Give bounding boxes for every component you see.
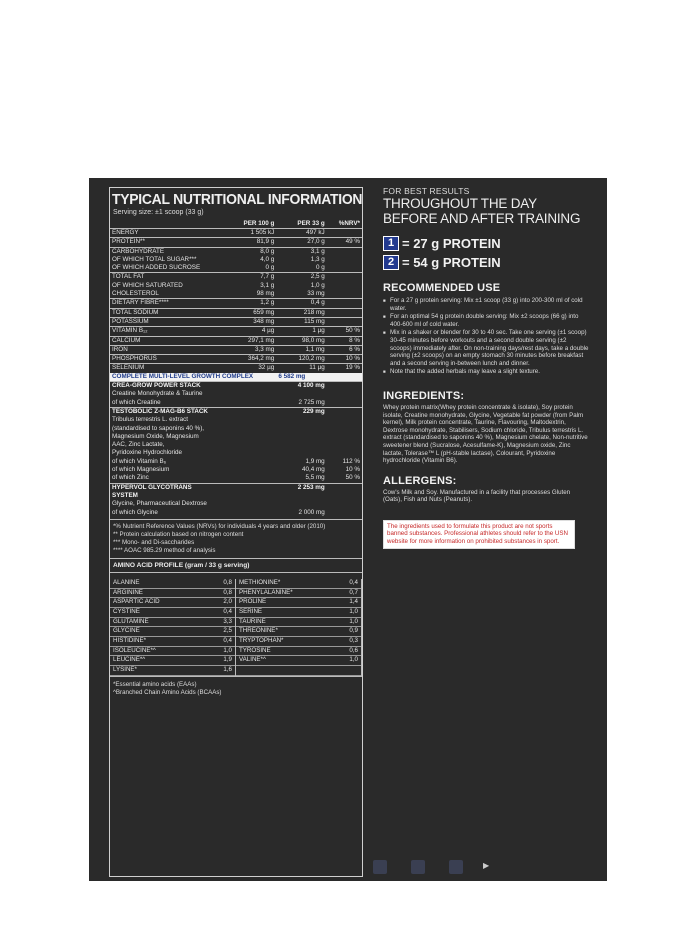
nutrient-label: IRON: [110, 345, 226, 354]
list-item: ■ Mix in a shaker or blender for 30 to 40 sec. Take one serving (±1 scoop) 30-45 minutes before workouts and a second double serving (±2 scoops) immediately after. On non-training days/rest days, take a double serving (±2 scoops) on an empty stomach 30 minutes before breakfast and a second serving in-between lunch and dinner.: [383, 329, 589, 367]
amino-acid-row: [236, 589, 361, 599]
amino-acid-value: 0,4: [349, 578, 358, 586]
footnote: **** AOAC 985.29 method of analysis: [113, 546, 216, 554]
scoop-number-badge: 1: [383, 236, 399, 251]
nrv-value: [327, 416, 362, 424]
nrv-value: [327, 509, 362, 517]
list-item: ■ Note that the added herbals may leave a slight texture.: [383, 368, 589, 376]
nrv-value: [327, 399, 362, 408]
table-row: [110, 433, 362, 441]
per-serving-value: 11 µg: [276, 364, 326, 373]
amino-acid-name: SERINE: [239, 607, 263, 615]
best-results-line-1: THROUGHOUT THE DAY: [383, 196, 537, 211]
protein-serving-1: [383, 236, 589, 251]
usage-column: [383, 186, 589, 549]
amino-acid-value: 0,3: [349, 637, 358, 645]
best-results-line-2: BEFORE AND AFTER TRAINING: [383, 211, 581, 226]
per-serving-value: 218 mg: [276, 308, 326, 317]
amino-acid-value: 2,5: [223, 627, 232, 635]
amino-acid-row: [236, 637, 361, 647]
nrv-value: [327, 407, 362, 416]
nutrient-label: OF WHICH ADDED SUCROSE: [112, 264, 201, 272]
table-row: [110, 264, 362, 273]
header-cell: %NRV*: [327, 219, 362, 229]
footnote: *% Nutrient Reference Values (NRVs) for individuals 4 years and older (2010): [113, 522, 326, 530]
amino-acid-name: LEUCINE*^: [113, 656, 146, 664]
per-serving-value: 120,2 mg: [276, 355, 326, 364]
amino-acid-row: [236, 608, 361, 618]
stack-value: 40,4 mg: [301, 466, 325, 474]
amino-acid-row: [110, 618, 235, 628]
amino-acid-row: [110, 656, 235, 666]
amino-acid-value: 1,9: [223, 656, 232, 664]
nrv-value: [327, 483, 362, 492]
amino-acid-row: [110, 627, 235, 637]
amino-acid-value: 0,8: [223, 578, 232, 586]
nutrient-label: CARBOHYDRATE: [110, 247, 226, 256]
table-row: [110, 238, 362, 247]
table-row: [110, 282, 362, 290]
stack-value: [276, 416, 326, 424]
amino-acid-title: AMINO ACID PROFILE (gram / 33 g serving): [110, 558, 362, 573]
amino-acid-row: [236, 656, 361, 666]
amino-acid-name: ALANINE: [113, 578, 140, 586]
amino-acid-name: PHENYLALANINE*: [239, 588, 293, 596]
amino-acid-name: TYROSINE: [239, 646, 271, 654]
list-item: ■ For an optimal 54 g protein double serving: Mix ±2 scoops (66 g) into 400-600 ml of cold water.: [383, 313, 589, 328]
table-row: [110, 355, 362, 364]
per-serving-value: 497 kJ: [276, 229, 326, 238]
table-row: [110, 425, 362, 433]
nrv-value: [327, 273, 362, 282]
amino-acid-row: [110, 589, 235, 599]
table-row: [110, 399, 362, 408]
nutrition-title: TYPICAL NUTRITIONAL INFORMATION: [112, 191, 363, 208]
thumbnail[interactable]: [411, 860, 425, 874]
amino-acid-value: 1,0: [349, 617, 358, 625]
amino-acid-name: TRYPTOPHAN*: [239, 637, 284, 645]
amino-acid-name: GLUTAMINE: [113, 617, 149, 625]
stack-value: [276, 441, 326, 449]
nrv-value: [327, 229, 362, 238]
amino-acid-name: PROLINE: [239, 598, 267, 606]
amino-acid-value: 0,4: [223, 607, 232, 615]
amino-acid-value: 0,6: [349, 646, 358, 654]
scoop-number-badge: 2: [383, 255, 399, 270]
stack-label: (standardised to saponins 40 %),: [112, 424, 205, 432]
amino-acid-value: 0,4: [223, 637, 232, 645]
nrv-value: [327, 299, 362, 308]
table-row: [110, 308, 362, 317]
stack-label: Creatine Monohydrate & Taurine: [112, 390, 203, 398]
table-row: [110, 299, 362, 308]
nutrient-label: SELENIUM: [110, 364, 226, 373]
allergens-title: ALLERGENS:: [383, 474, 457, 487]
stack-value: 2 253 mg: [276, 483, 326, 492]
per-100g-value: 1 505 kJ: [226, 229, 276, 238]
per-100g-value: 1,2 g: [226, 299, 276, 308]
per-serving-value: 1,3 g: [310, 255, 325, 263]
amino-acid-row: [236, 579, 361, 589]
nutrient-label: OF WHICH SATURATED: [112, 281, 183, 289]
per-100g-value: 3,1 g: [260, 281, 275, 289]
table-row: [110, 441, 362, 449]
nrv-value: 50 %: [327, 327, 362, 336]
recommended-use-list: [383, 297, 589, 376]
nutrient-label: PHOSPHORUS: [110, 355, 226, 364]
allergens-text: Cow's Milk and Soy. Manufactured in a facility that processes Gluten (Oats), Fish and Nuts (Peanuts).: [383, 488, 571, 504]
per-100g-value: 32 µg: [226, 364, 276, 373]
stack-label: of which Glycine: [112, 508, 158, 516]
ingredients-text: Whey protein matrix(Whey protein concentrate & isolate), Soy protein isolate, Creatine monohydrate, Glycine, Vegetable fat powder (from Palm kernel), Milk protein concentrate, Taurine, Flavouring, Maltodextrin, Dextrose monohydrate, Stabilisers, Sodium chloride, Tribulus terrestris L. extract (standardised to saponins 40 %), Magnesium chelate, Non-nutritive sweetener blend (Sucralose, Acesulfame-K), Magnesium oxide, Zinc lactate, Tolerase™ L (pH-stable lactase), Colourant, Pyridoxine hydrochloride (Vitamin B6).: [383, 403, 588, 465]
per-serving-value: 3,1 g: [276, 247, 326, 256]
per-100g-value: 3,3 mg: [226, 345, 276, 354]
amino-acid-row: [236, 618, 361, 628]
protein-amount: = 54 g PROTEIN: [402, 255, 501, 270]
stack-label: of which Creatine: [112, 398, 161, 406]
per-serving-value: 1,1 mg: [276, 345, 326, 354]
nrv-value: [327, 500, 362, 508]
amino-acid-value: 0,9: [349, 627, 358, 635]
per-serving-value: 0,4 g: [276, 299, 326, 308]
table-row: [110, 256, 362, 264]
stack-label: Glycine, Pharmaceutical Dextrose: [112, 500, 207, 508]
nrv-value: [327, 433, 362, 441]
amino-acid-name: LYSINE*: [113, 666, 137, 674]
per-100g-value: 7,7 g: [226, 273, 276, 282]
table-row: [110, 273, 362, 282]
protein-amount: = 27 g PROTEIN: [402, 236, 501, 251]
stack-label: Magnesium Oxide, Magnesium: [112, 432, 199, 440]
amino-acid-value: 1,4: [349, 598, 358, 606]
stack-value: [276, 500, 326, 508]
table-row: [110, 509, 362, 517]
amino-acid-value: 2,0: [223, 598, 232, 606]
amino-acid-row: [110, 666, 235, 676]
table-row: [110, 229, 362, 238]
nutrient-label: ENERGY: [110, 229, 226, 238]
stack-value: 5,5 mg: [305, 474, 325, 482]
amino-acid-name: METHIONINE*: [239, 578, 281, 586]
amino-acid-name: TAURINE: [239, 617, 266, 625]
per-serving-value: 0 g: [315, 264, 325, 272]
nrv-value: [327, 290, 362, 299]
stack-value: [276, 449, 326, 457]
thumbnail[interactable]: [449, 860, 463, 874]
per-100g-value: 364,2 mg: [226, 355, 276, 364]
nutrient-label: POTASSIUM: [110, 317, 226, 326]
stack-label: of which Magnesium: [112, 466, 170, 474]
banned-substances-warning: The ingredients used to formulate this product are not sports banned substances. Professional athletes should refer to the USN website for more information on prohibited substances in sport.: [383, 520, 575, 549]
footnote: *** Mono- and Di-saccharides: [113, 538, 195, 546]
amino-acid-column-right: [236, 579, 362, 676]
growth-complex-row: [110, 373, 362, 382]
stack-label: of which Vitamin B₆: [112, 457, 167, 465]
table-row: [110, 500, 362, 508]
table-row: [110, 483, 362, 492]
per-serving-value: 98,0 mg: [276, 336, 326, 345]
per-100g-value: 348 mg: [226, 317, 276, 326]
stack-value: [276, 492, 326, 500]
per-100g-value: 4,0 g: [260, 255, 275, 263]
nrv-value: [327, 282, 362, 290]
amino-acid-row: [236, 647, 361, 657]
table-row: [110, 364, 362, 373]
stack-value: [276, 390, 326, 398]
per-100g-value: 659 mg: [226, 308, 276, 317]
amino-acid-name: THREONINE*: [239, 627, 278, 635]
nrv-value: 112 %: [342, 457, 360, 465]
amino-acid-name: HISTIDINE*: [113, 637, 147, 645]
nutrient-label: OF WHICH TOTAL SUGAR***: [112, 255, 197, 263]
amino-acid-value: 0,7: [349, 588, 358, 596]
amino-acid-grid: [110, 579, 362, 676]
table-row: [110, 382, 362, 391]
amino-acid-name: ARGININE: [113, 588, 143, 596]
table-row: [110, 327, 362, 336]
per-100g-value: 98 mg: [256, 290, 275, 298]
per-serving-value: 2,5 g: [276, 273, 326, 282]
header-cell: PER 33 g: [276, 219, 326, 229]
table-row: [110, 407, 362, 416]
stack-value: [276, 425, 326, 433]
nutrition-footnotes: [110, 519, 362, 558]
stack-label: Tribulus terrestris L. extract: [112, 416, 189, 424]
growth-complex-value: 6 582 mg: [276, 373, 326, 382]
stack-label: AAC, Zinc Lactate,: [112, 441, 165, 449]
table-row: [110, 336, 362, 345]
amino-acid-column-left: [110, 579, 236, 676]
serving-size: Serving size: ±1 scoop (33 g): [113, 209, 204, 216]
growth-complex-label: COMPLETE MULTI-LEVEL GROWTH COMPLEX: [110, 373, 276, 382]
amino-acid-value: 1,6: [223, 666, 232, 674]
table-row: [110, 290, 362, 299]
nrv-value: [327, 317, 362, 326]
amino-acid-row: [110, 579, 235, 589]
per-100g-value: 4 µg: [226, 327, 276, 336]
nrv-value: 10 %: [327, 355, 362, 364]
amino-acid-row: [110, 637, 235, 647]
table-row: [110, 345, 362, 354]
table-row: [110, 458, 362, 466]
footnote: *Essential amino acids (EAAs): [113, 680, 197, 688]
amino-acid-row: [236, 598, 361, 608]
stack-label: HYPERVOL GLYCOTRANS: [110, 483, 276, 492]
stack-label: SYSTEM: [112, 491, 138, 499]
best-results-label: FOR BEST RESULTS: [383, 186, 470, 196]
table-row: [110, 247, 362, 256]
per-100g-value: 8,0 g: [226, 247, 276, 256]
list-item: ■ For a 27 g protein serving: Mix ±1 scoop (33 g) into 200-300 ml of cold water.: [383, 297, 589, 312]
amino-acid-value: 0,8: [223, 588, 232, 596]
amino-acid-footnotes: [110, 676, 362, 701]
amino-acid-row: [110, 647, 235, 657]
amino-acid-row: [236, 627, 361, 637]
footnote: ^Branched Chain Amino Acids (BCAAs): [113, 688, 222, 696]
table-row: [110, 317, 362, 326]
stack-value: 4 100 mg: [276, 382, 326, 391]
amino-acid-row: [110, 598, 235, 608]
amino-acid-value: 1,0: [349, 607, 358, 615]
nrv-value: [327, 308, 362, 317]
amino-acid-row: [110, 608, 235, 618]
nrv-value: [327, 256, 362, 264]
per-serving-value: 115 mg: [276, 317, 326, 326]
table-row: [110, 492, 362, 500]
amino-acid-value: 1,0: [223, 646, 232, 654]
stack-label: CREA-GROW POWER STACK: [110, 382, 276, 391]
header-cell: PER 100 g: [226, 219, 276, 229]
footnote: ** Protein calculation based on nitrogen content: [113, 530, 244, 538]
per-serving-value: 1,0 g: [310, 281, 325, 289]
nutrient-label: VITAMIN B₁₂: [110, 327, 226, 336]
per-100g-value: 81,9 g: [226, 238, 276, 247]
nutrient-label: PROTEIN**: [110, 238, 226, 247]
nrv-value: [327, 390, 362, 398]
nutrient-label: TOTAL SODIUM: [110, 308, 226, 317]
amino-acid-name: VALINE*^: [239, 656, 266, 664]
header-cell: [110, 219, 226, 229]
nrv-value: [327, 247, 362, 256]
table-row: [110, 390, 362, 398]
nrv-value: [327, 264, 362, 273]
amino-acid-value: 3,3: [223, 617, 232, 625]
stack-value: 229 mg: [276, 407, 326, 416]
nrv-value: 50 %: [345, 474, 360, 482]
amino-acid-name: CYSTINE: [113, 607, 140, 615]
nrv-value: 8 %: [327, 336, 362, 345]
nrv-value: [327, 425, 362, 433]
per-100g-value: 0 g: [265, 264, 275, 272]
nutrient-label: DIETARY FIBRE****: [110, 299, 226, 308]
stack-value: [276, 433, 326, 441]
nutrition-table-box: [109, 187, 363, 877]
nutrition-panel: [89, 178, 607, 881]
amino-acid-name: GLYCINE: [113, 627, 140, 635]
nrv-value: [327, 441, 362, 449]
nutrient-label: TOTAL FAT: [110, 273, 226, 282]
stack-value: 2 000 mg: [298, 508, 325, 516]
nrv-value: [327, 492, 362, 500]
recommended-use-title: RECOMMENDED USE: [383, 282, 501, 294]
nrv-value: 6 %: [327, 345, 362, 354]
per-serving-value: 27,0 g: [276, 238, 326, 247]
per-100g-value: 297,1 mg: [226, 336, 276, 345]
table-row: [110, 474, 362, 483]
stack-label: of which Zinc: [112, 474, 149, 482]
nutrient-label: CALCIUM: [110, 336, 226, 345]
arrow-right-icon[interactable]: ▶: [483, 861, 490, 870]
thumbnail[interactable]: [373, 860, 387, 874]
stack-value: 2 725 mg: [298, 398, 325, 406]
nrv-value: 49 %: [327, 238, 362, 247]
amino-acid-name: [239, 666, 241, 675]
amino-acid-name: ASPARTIC ACID: [113, 598, 160, 606]
nrv-value: [327, 382, 362, 391]
table-header-row: [110, 219, 362, 229]
ingredients-title: INGREDIENTS:: [383, 389, 465, 402]
nrv-value: [327, 449, 362, 457]
stack-value: 1,9 mg: [305, 457, 325, 465]
table-row: [110, 449, 362, 457]
nutrient-label: CHOLESTEROL: [112, 290, 159, 298]
protein-serving-2: [383, 255, 589, 270]
table-row: [110, 416, 362, 424]
thumbnail-strip: [371, 860, 591, 874]
stack-label: Pyridoxine Hydrochloride: [112, 449, 182, 457]
nrv-value: 19 %: [327, 364, 362, 373]
amino-acid-row: [236, 666, 361, 676]
stack-label: TESTOBOLIC Z-MAG-B6 STACK: [110, 407, 276, 416]
amino-acid-name: ISOLEUCINE*^: [113, 646, 156, 654]
per-serving-value: 1 µg: [276, 327, 326, 336]
nutrition-table: [110, 219, 362, 517]
nrv-value: 10 %: [345, 466, 360, 474]
table-row: [110, 466, 362, 474]
per-serving-value: 33 mg: [307, 290, 325, 298]
amino-acid-value: 1,0: [349, 656, 358, 664]
